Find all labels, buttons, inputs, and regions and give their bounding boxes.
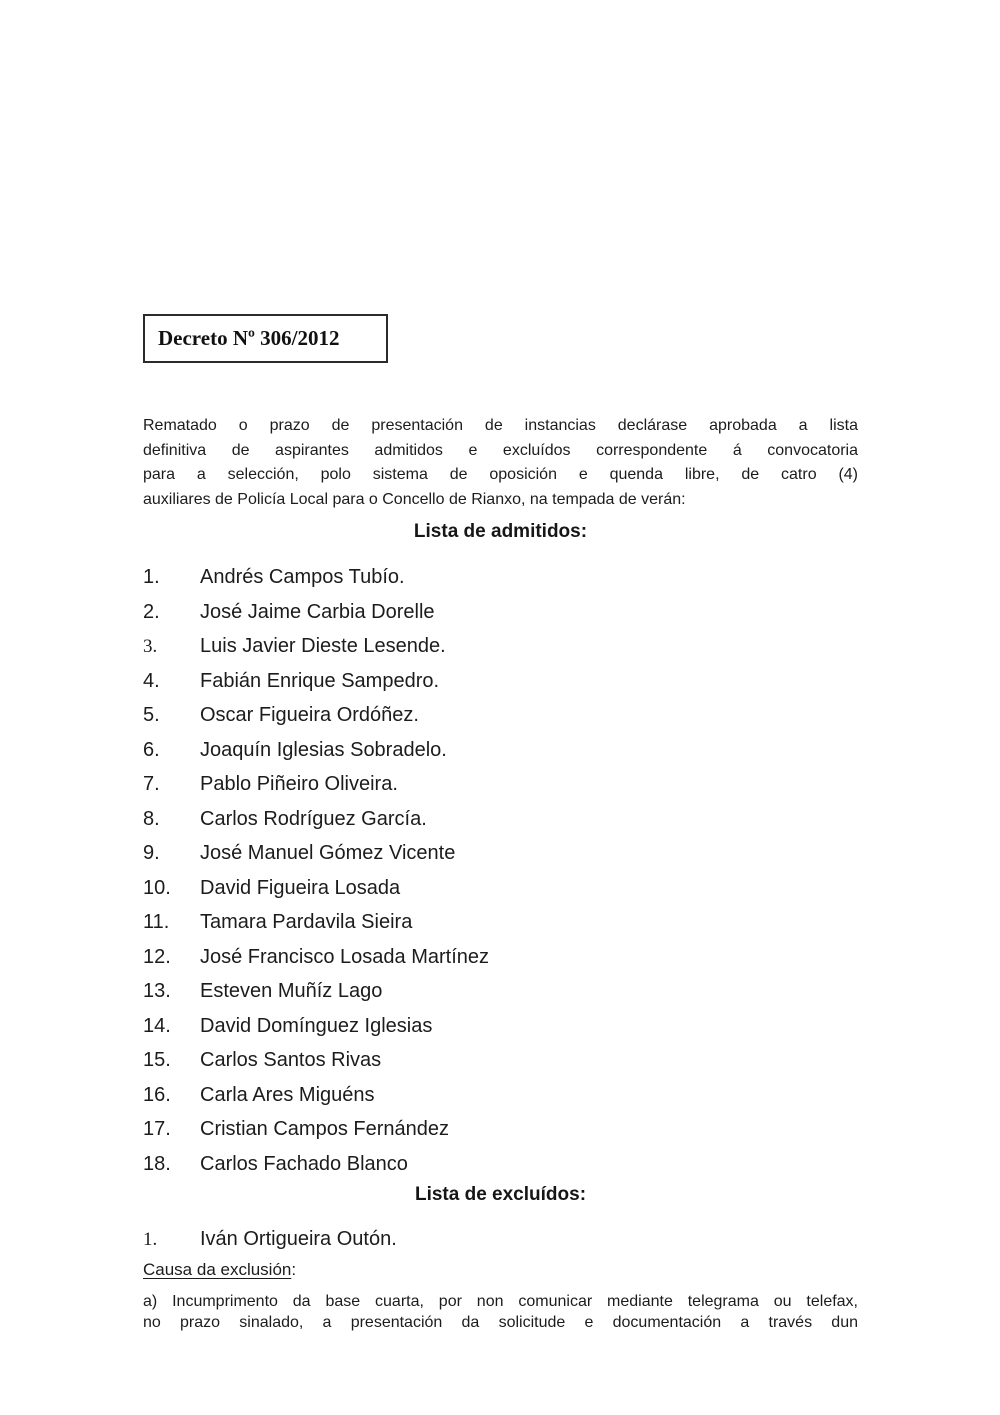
admitted-list-item	[143, 698, 858, 733]
admitted-item-number: 8.	[143, 807, 160, 830]
admitted-item-name: Andrés Campos Tubío.	[200, 566, 405, 588]
excluded-list-item	[143, 1222, 858, 1257]
admitted-item-number: 4.	[143, 669, 160, 692]
admitted-list-item	[143, 802, 858, 837]
admitted-list-item	[143, 664, 858, 699]
admitted-list-item	[143, 595, 858, 630]
admitted-item-number: 7.	[143, 773, 160, 795]
admitted-item-number: 15.	[143, 1049, 171, 1071]
excluded-list	[143, 1222, 858, 1257]
intro-paragraph-line: para a selección, polo sistema de oposición e quenda libre, de catro (4)	[143, 466, 858, 484]
exclusion-cause-heading-colon: :	[291, 1260, 297, 1279]
admitted-item-name: Carlos Santos Rivas	[200, 1049, 382, 1071]
admitted-item-name: Fabián Enrique Sampedro.	[200, 669, 440, 692]
admitted-list-item	[143, 871, 858, 906]
intro-paragraph-line: Rematado o prazo de presentación de instancias declárase aprobada a lista	[143, 417, 858, 434]
admitted-list-item	[143, 1147, 858, 1182]
admitted-item-name: Carlos Fachado Blanco	[200, 1152, 408, 1175]
admitted-item-name: David Figueira Losada	[200, 876, 401, 899]
admitted-list-item	[143, 733, 858, 768]
admitted-list-item	[143, 629, 858, 664]
excluded-list-heading: Lista de excluídos:	[414, 1184, 587, 1205]
admitted-item-number: 10.	[143, 876, 171, 899]
admitted-list-item	[143, 940, 858, 975]
admitted-item-name: Joaquín Iglesias Sobradelo.	[200, 738, 447, 761]
admitted-list-item	[143, 836, 858, 871]
excluded-item-name: Iván Ortigueira Outón.	[200, 1228, 397, 1250]
admitted-item-name: Pablo Piñeiro Oliveira.	[200, 773, 398, 795]
admitted-item-name: Carlos Rodríguez García.	[200, 807, 427, 830]
excluded-item-number: 1.	[143, 1229, 158, 1250]
decree-number-box	[143, 314, 388, 363]
admitted-item-number: 2.	[143, 600, 160, 623]
exclusion-cause-paragraph-line: no prazo sinalado, a presentación da solicitude e documentación a través dun	[143, 1313, 858, 1331]
exclusion-cause-paragraph	[143, 1292, 858, 1333]
admitted-item-number: 14.	[143, 1014, 171, 1037]
admitted-item-number: 13.	[143, 980, 171, 1002]
admitted-list-item	[143, 974, 858, 1009]
admitted-item-name: Oscar Figueira Ordóñez.	[200, 704, 419, 726]
admitted-item-name: Esteven Muñíz Lago	[200, 980, 383, 1002]
exclusion-cause-heading	[143, 1260, 296, 1280]
admitted-item-number: 9.	[143, 842, 160, 864]
admitted-list-item	[143, 1112, 858, 1147]
intro-paragraph-line: auxiliares de Policía Local para o Concello de Rianxo, na tempada de verán:	[143, 490, 686, 508]
admitted-list-item	[143, 767, 858, 802]
admitted-item-name: José Francisco Losada Martínez	[200, 945, 490, 968]
admitted-item-name: José Jaime Carbia Dorelle	[200, 600, 435, 623]
admitted-item-number: 16.	[143, 1083, 171, 1106]
intro-paragraph	[143, 414, 858, 512]
admitted-item-number: 17.	[143, 1118, 171, 1140]
admitted-list-item	[143, 1009, 858, 1044]
admitted-list-item	[143, 1078, 858, 1113]
admitted-list	[143, 560, 858, 1181]
exclusion-cause-paragraph-line: a) Incumprimento da base cuarta, por non comunicar mediante telegrama ou telefax,	[143, 1293, 858, 1310]
exclusion-cause-heading-text: Causa da exclusión	[143, 1260, 292, 1279]
admitted-item-number: 12.	[143, 945, 171, 968]
admitted-item-number: 11.	[143, 911, 170, 933]
admitted-item-number: 3.	[143, 636, 158, 657]
admitted-item-number: 6.	[143, 738, 160, 761]
admitted-item-number: 5.	[143, 704, 160, 726]
admitted-item-name: Luis Javier Dieste Lesende.	[200, 635, 446, 657]
admitted-item-name: José Manuel Gómez Vicente	[200, 842, 456, 864]
admitted-list-heading: Lista de admitidos:	[413, 521, 588, 542]
admitted-item-number: 18.	[143, 1152, 171, 1175]
admitted-item-name: Cristian Campos Fernández	[200, 1118, 449, 1140]
admitted-item-name: Tamara Pardavila Sieira	[200, 911, 413, 933]
admitted-list-item	[143, 560, 858, 595]
admitted-item-name: Carla Ares Miguéns	[200, 1083, 375, 1106]
decree-number-title: Decreto Nº 306/2012	[158, 326, 340, 350]
admitted-list-item	[143, 1043, 858, 1078]
admitted-list-item	[143, 905, 858, 940]
intro-paragraph-line: definitiva de aspirantes admitidos e excluídos correspondente á convocatoria	[143, 441, 858, 459]
admitted-item-number: 1.	[143, 566, 160, 588]
admitted-item-name: David Domínguez Iglesias	[200, 1014, 433, 1037]
